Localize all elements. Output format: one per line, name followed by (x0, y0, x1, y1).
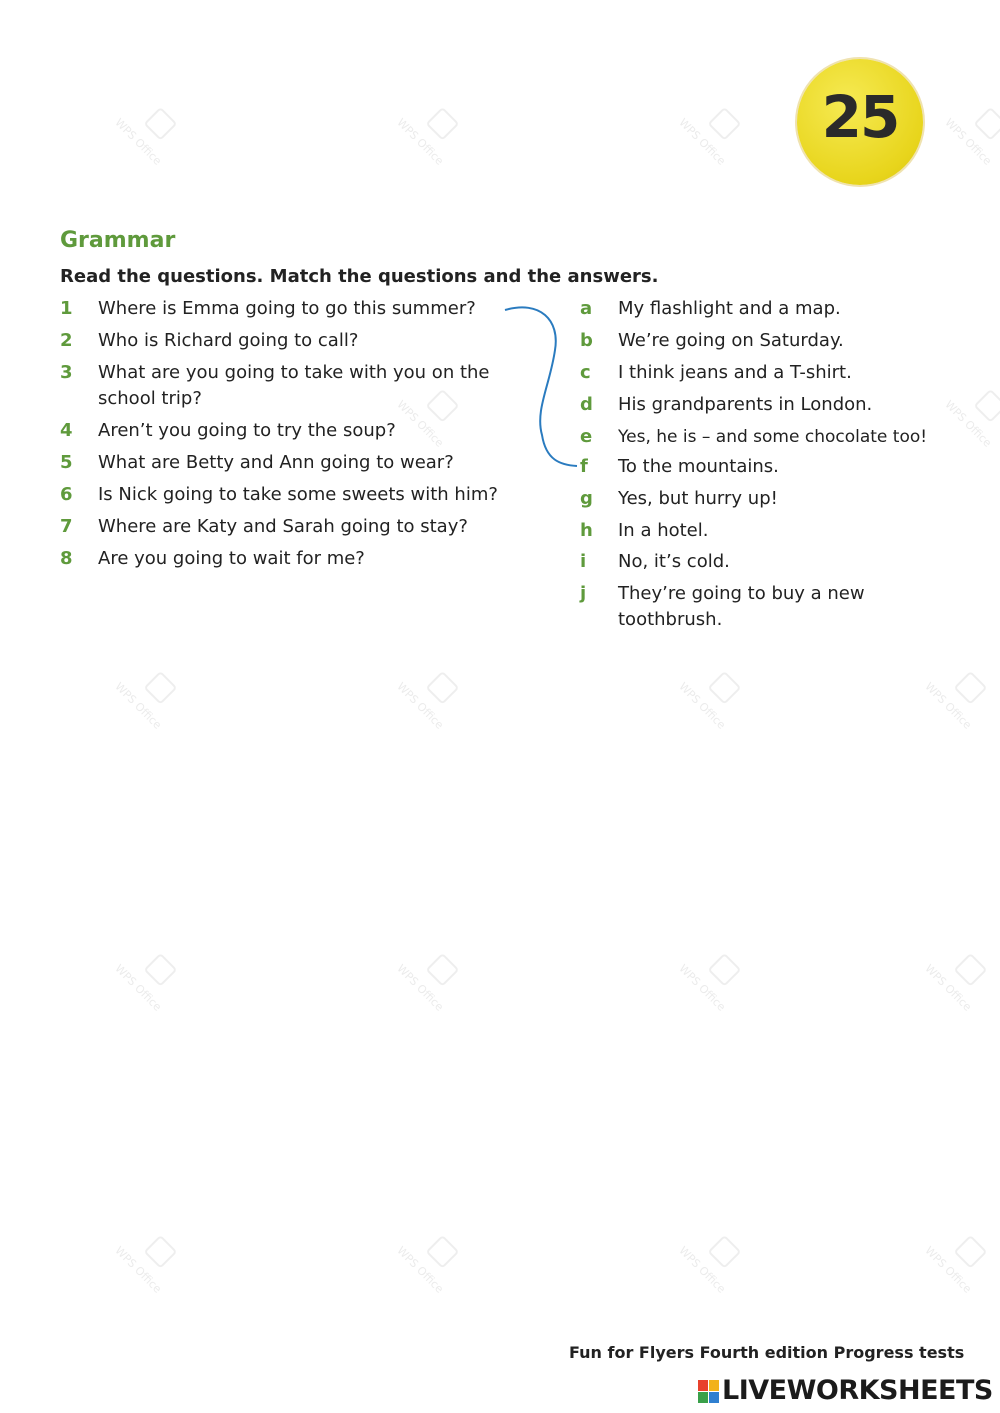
instruction-text: Read the questions. Match the questions and the answers. (60, 266, 659, 287)
wps-watermark: WPS Office (901, 363, 1000, 490)
answer-letter: a (580, 298, 593, 319)
wps-watermark: WPS Office (901, 81, 1000, 208)
page-number: 25 (821, 83, 899, 151)
question-number: 2 (60, 330, 73, 351)
answer-letter: g (580, 488, 593, 509)
question-number: 7 (60, 516, 73, 537)
question-number: 3 (60, 362, 73, 383)
wps-watermark: WPS Office (353, 1209, 480, 1336)
question-number: 8 (60, 548, 73, 569)
wps-watermark: WPS Office (881, 645, 1000, 772)
wps-watermark: WPS Office (71, 81, 198, 208)
question-text: What are Betty and Ann going to wear? (98, 452, 454, 473)
answer-letter: f (580, 456, 588, 477)
wps-watermark: WPS Office (71, 645, 198, 772)
question-number: 4 (60, 420, 73, 441)
answer-letter: c (580, 362, 591, 383)
answer-letter: h (580, 520, 593, 541)
question-number: 5 (60, 452, 73, 473)
brand-name: LIVEWORKSHEETS (722, 1375, 993, 1406)
wps-watermark: WPS Office (353, 81, 480, 208)
answer-letter: i (580, 551, 587, 572)
wps-watermark: WPS Office (353, 363, 480, 490)
answer-text: Yes, but hurry up! (618, 488, 778, 509)
answer-text: I think jeans and a T-shirt. (618, 362, 852, 383)
question-text: Where is Emma going to go this summer? (98, 298, 476, 319)
answer-letter: e (580, 426, 593, 447)
example-match-connector (500, 300, 593, 480)
question-number: 6 (60, 484, 73, 505)
answer-letter: b (580, 330, 593, 351)
question-text: What are you going to take with you on the school trip? (98, 362, 490, 409)
wps-watermark: WPS Office (635, 927, 762, 1054)
question-text: Is Nick going to take some sweets with him? (98, 484, 498, 505)
wps-watermark: WPS Office (881, 927, 1000, 1054)
answer-text: They’re going to buy a new toothbrush. (618, 583, 865, 630)
answer-text: To the mountains. (618, 456, 779, 477)
answer-text: No, it’s cold. (618, 551, 730, 572)
wps-watermark: WPS Office (353, 645, 480, 772)
footer-source: Fun for Flyers Fourth edition Progress tests (569, 1343, 965, 1362)
answer-text: We’re going on Saturday. (618, 330, 844, 351)
liveworksheets-logo-icon (698, 1380, 720, 1404)
section-title: Grammar (60, 228, 176, 253)
question-text: Where are Katy and Sarah going to stay? (98, 516, 468, 537)
answer-letter: d (580, 394, 593, 415)
question-text: Who is Richard going to call? (98, 330, 359, 351)
question-text: Are you going to wait for me? (98, 548, 365, 569)
answer-text: Yes, he is – and some chocolate too! (618, 427, 928, 447)
wps-watermark: WPS Office (71, 1209, 198, 1336)
wps-watermark: WPS Office (881, 1209, 1000, 1336)
question-text: Aren’t you going to try the soup? (98, 420, 396, 441)
answer-letter: j (580, 583, 587, 604)
answer-text: In a hotel. (618, 520, 709, 541)
wps-watermark: WPS Office (635, 81, 762, 208)
answer-text: His grandparents in London. (618, 394, 873, 415)
answer-text: My flashlight and a map. (618, 298, 841, 319)
wps-watermark: WPS Office (353, 927, 480, 1054)
page-number-badge (797, 59, 923, 185)
wps-watermark: WPS Office (635, 1209, 762, 1336)
question-number: 1 (60, 298, 73, 319)
wps-watermark: WPS Office (71, 927, 198, 1054)
wps-watermark: WPS Office (635, 645, 762, 772)
